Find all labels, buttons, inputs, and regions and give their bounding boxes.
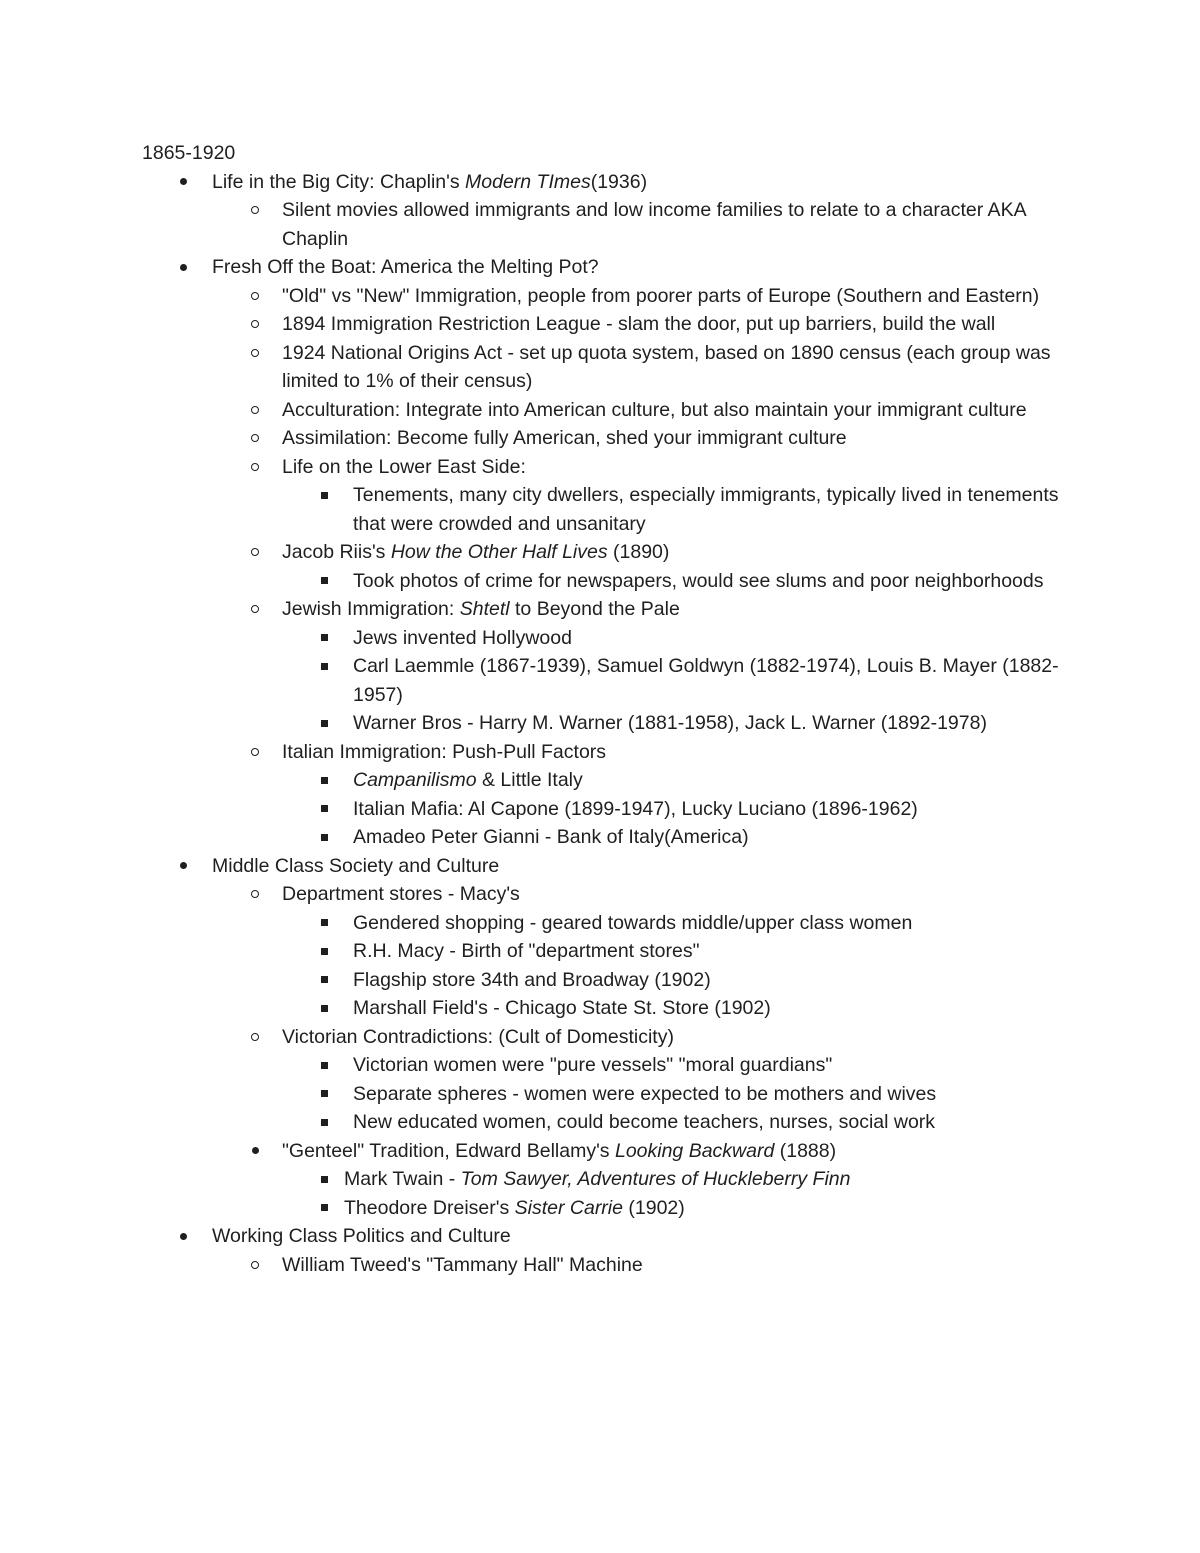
text-run: Acculturation: Integrate into American culture, but also maintain your immigrant culture: [282, 398, 1027, 421]
text-run: Life on the Lower East Side:: [282, 455, 526, 478]
list-item: [142, 1251, 1072, 1280]
list-item-text: [212, 253, 1072, 282]
list-item: [142, 652, 1072, 709]
text-run: & Little Italy: [476, 769, 583, 791]
square-bullet-icon: [317, 1165, 331, 1194]
list-item-text: [282, 396, 1072, 425]
list-item: [142, 1137, 1072, 1166]
text-run: Warner Bros - Harry M. Warner (1881-1958), Jack L. Warner (1892-1978): [353, 712, 987, 734]
list-item-text: [282, 1137, 1072, 1166]
list-item: [142, 1080, 1072, 1109]
list-item-text: [282, 1251, 1072, 1280]
text-run: (1890): [607, 541, 670, 563]
disc-bullet-icon: [176, 168, 190, 197]
list-item-text: [282, 880, 1072, 909]
text-run: Mark Twain -: [344, 1168, 461, 1190]
italic-title: Looking Backward: [614, 1139, 775, 1162]
list-item-text: [344, 1194, 1072, 1223]
list-item-text: [353, 1051, 1072, 1080]
square-bullet-icon: [317, 652, 331, 681]
disc-bullet-icon: [176, 1222, 190, 1251]
circle-bullet-icon: [248, 738, 262, 767]
text-run: Working Class Politics and Culture: [212, 1225, 511, 1247]
list-item-text: [353, 994, 1072, 1023]
text-run: (1888): [774, 1139, 837, 1162]
circle-bullet-icon: [248, 339, 262, 368]
circle-bullet-icon: [248, 595, 262, 624]
text-run: Assimilation: Become fully American, shed your immigrant culture: [282, 427, 847, 449]
list-item: [142, 396, 1072, 425]
text-run: Marshall Field's - Chicago State St. Store (1902): [353, 997, 771, 1019]
list-item: [142, 1108, 1072, 1137]
list-item: [142, 453, 1072, 482]
list-item-text: [212, 168, 1072, 197]
list-item-text: [212, 852, 1072, 881]
list-item: [142, 481, 1072, 538]
circle-bullet-icon: [248, 282, 262, 311]
square-bullet-icon: [317, 481, 331, 510]
text-run: Separate spheres - women were expected to be mothers and wives: [353, 1082, 937, 1105]
list-item: [142, 1051, 1072, 1080]
italic-title: Campanilismo: [353, 769, 477, 791]
text-run: Flagship store 34th and Broadway (1902): [353, 968, 711, 991]
text-run: Carl Laemmle (1867-1939), Samuel Goldwyn (1882-1974), Louis B. Mayer (1882-1957): [353, 655, 1059, 706]
italic-title: Shtetl: [459, 598, 510, 620]
text-run: Department stores - Macy's: [282, 883, 520, 905]
list-item: [142, 937, 1072, 966]
square-bullet-icon: [317, 937, 331, 966]
list-item: [142, 738, 1072, 767]
list-item: [142, 909, 1072, 938]
list-item: [142, 880, 1072, 909]
circle-bullet-icon: [248, 196, 262, 225]
circle-bullet-icon: [248, 1251, 262, 1280]
list-item: [142, 624, 1072, 653]
list-item-text: [353, 481, 1072, 538]
list-item: [142, 1023, 1072, 1052]
square-bullet-icon: [317, 624, 331, 653]
list-item-text: [282, 339, 1072, 396]
list-item: [142, 339, 1072, 396]
text-run: Fresh Off the Boat: America the Melting Pot?: [212, 256, 599, 278]
text-run: Victorian women were "pure vessels" "moral guardians": [353, 1054, 833, 1076]
square-bullet-icon: [317, 966, 331, 995]
disc-bullet-icon: [176, 852, 190, 881]
list-item-text: [282, 738, 1072, 767]
list-item: [142, 282, 1072, 311]
text-run: Tenements, many city dwellers, especially immigrants, typically lived in tenements that were crowded and unsanitary: [353, 484, 1059, 535]
list-item: [142, 766, 1072, 795]
list-item-text: [282, 424, 1072, 453]
text-run: "Genteel" Tradition, Edward Bellamy's: [282, 1139, 615, 1162]
list-item-text: [282, 538, 1072, 567]
list-item-text: [353, 709, 1072, 738]
text-run: "Old" vs "New" Immigration, people from poorer parts of Europe (Southern and Eastern): [282, 284, 1040, 307]
list-item-text: [353, 1108, 1072, 1137]
italic-title: Tom Sawyer, Adventures of Huckleberry Finn: [460, 1168, 851, 1190]
list-item: [142, 253, 1072, 282]
list-item: [142, 795, 1072, 824]
square-bullet-icon: [317, 567, 331, 596]
list-item-text: [353, 966, 1072, 995]
text-run: William Tweed's "Tammany Hall" Machine: [282, 1253, 643, 1276]
text-run: (1902): [622, 1196, 685, 1219]
document-heading: 1865-1920: [142, 142, 236, 164]
list-item-text: [353, 909, 1072, 938]
text-run: Life in the Big City: Chaplin's: [212, 170, 466, 193]
list-item: [142, 538, 1072, 567]
text-run: Jews invented Hollywood: [353, 626, 572, 649]
list-item: [142, 595, 1072, 624]
list-item-text: [282, 595, 1072, 624]
italic-title: Sister Carrie: [514, 1196, 623, 1219]
list-item: [142, 709, 1072, 738]
text-run: Italian Immigration: Push-Pull Factors: [282, 740, 607, 763]
list-item-text: [282, 310, 1072, 339]
text-run: 1894 Immigration Restriction League - slam the door, put up barriers, build the wall: [282, 313, 996, 335]
list-item-text: [282, 196, 1072, 253]
square-bullet-icon: [317, 1108, 331, 1137]
circle-bullet-icon: [248, 396, 262, 425]
text-run: Jacob Riis's: [282, 541, 391, 563]
text-run: (1936): [590, 170, 648, 193]
text-run: to Beyond the Pale: [509, 598, 680, 620]
list-item: [142, 168, 1072, 197]
text-run: Jewish Immigration:: [282, 598, 460, 620]
list-item-text: [353, 795, 1072, 824]
text-run: R.H. Macy - Birth of "department stores": [353, 940, 700, 962]
outline-list: [142, 168, 1072, 1280]
list-item-text: [353, 652, 1072, 709]
list-item: [142, 1222, 1072, 1251]
circle-bullet-icon: [248, 424, 262, 453]
circle-bullet-icon: [248, 880, 262, 909]
square-bullet-icon: [317, 823, 331, 852]
text-run: Victorian Contradictions: (Cult of Domesticity): [282, 1025, 674, 1048]
list-item: [142, 196, 1072, 253]
square-bullet-icon: [317, 1080, 331, 1109]
list-item-text: [353, 937, 1072, 966]
list-item-text: [282, 1023, 1072, 1052]
square-bullet-icon: [317, 1051, 331, 1080]
square-bullet-icon: [317, 795, 331, 824]
list-item-text: [282, 282, 1072, 311]
list-item: [142, 567, 1072, 596]
list-item-text: [212, 1222, 1072, 1251]
text-run: Amadeo Peter Gianni - Bank of Italy(America): [353, 826, 749, 848]
list-item-text: [353, 624, 1072, 653]
list-item-text: [344, 1165, 1072, 1194]
list-item-text: [353, 1080, 1072, 1109]
list-item: [142, 966, 1072, 995]
disc-bullet-icon: [176, 253, 190, 282]
text-run: Middle Class Society and Culture: [212, 854, 500, 877]
text-run: Gendered shopping - geared towards middle/upper class women: [353, 911, 913, 934]
list-item: [142, 823, 1072, 852]
square-bullet-icon: [317, 1194, 331, 1223]
list-item-text: [353, 766, 1072, 795]
list-item: [142, 1194, 1072, 1223]
text-run: Italian Mafia: Al Capone (1899-1947), Lucky Luciano (1896-1962): [353, 797, 918, 820]
circle-bullet-icon: [248, 1023, 262, 1052]
disc-bullet-icon: [248, 1137, 262, 1166]
square-bullet-icon: [317, 994, 331, 1023]
list-item: [142, 1165, 1072, 1194]
circle-bullet-icon: [248, 538, 262, 567]
list-item-text: [353, 567, 1072, 596]
square-bullet-icon: [317, 909, 331, 938]
circle-bullet-icon: [248, 453, 262, 482]
list-item: [142, 852, 1072, 881]
list-item-text: [282, 453, 1072, 482]
list-item: [142, 310, 1072, 339]
square-bullet-icon: [317, 709, 331, 738]
italic-title: Modern TImes: [465, 170, 591, 193]
square-bullet-icon: [317, 766, 331, 795]
list-item: [142, 424, 1072, 453]
text-run: Silent movies allowed immigrants and low income families to relate to a character AKA Chaplin: [282, 199, 1026, 250]
text-run: New educated women, could become teachers, nurses, social work: [353, 1111, 936, 1133]
text-run: Took photos of crime for newspapers, would see slums and poor neighborhoods: [353, 569, 1044, 592]
circle-bullet-icon: [248, 310, 262, 339]
document-body: [142, 139, 1072, 1279]
list-item: [142, 994, 1072, 1023]
text-run: 1924 National Origins Act - set up quota system, based on 1890 census (each group was limited to 1% of their census): [282, 341, 1051, 392]
italic-title: How the Other Half Lives: [390, 541, 608, 563]
list-item-text: [353, 823, 1072, 852]
text-run: Theodore Dreiser's: [344, 1196, 515, 1219]
